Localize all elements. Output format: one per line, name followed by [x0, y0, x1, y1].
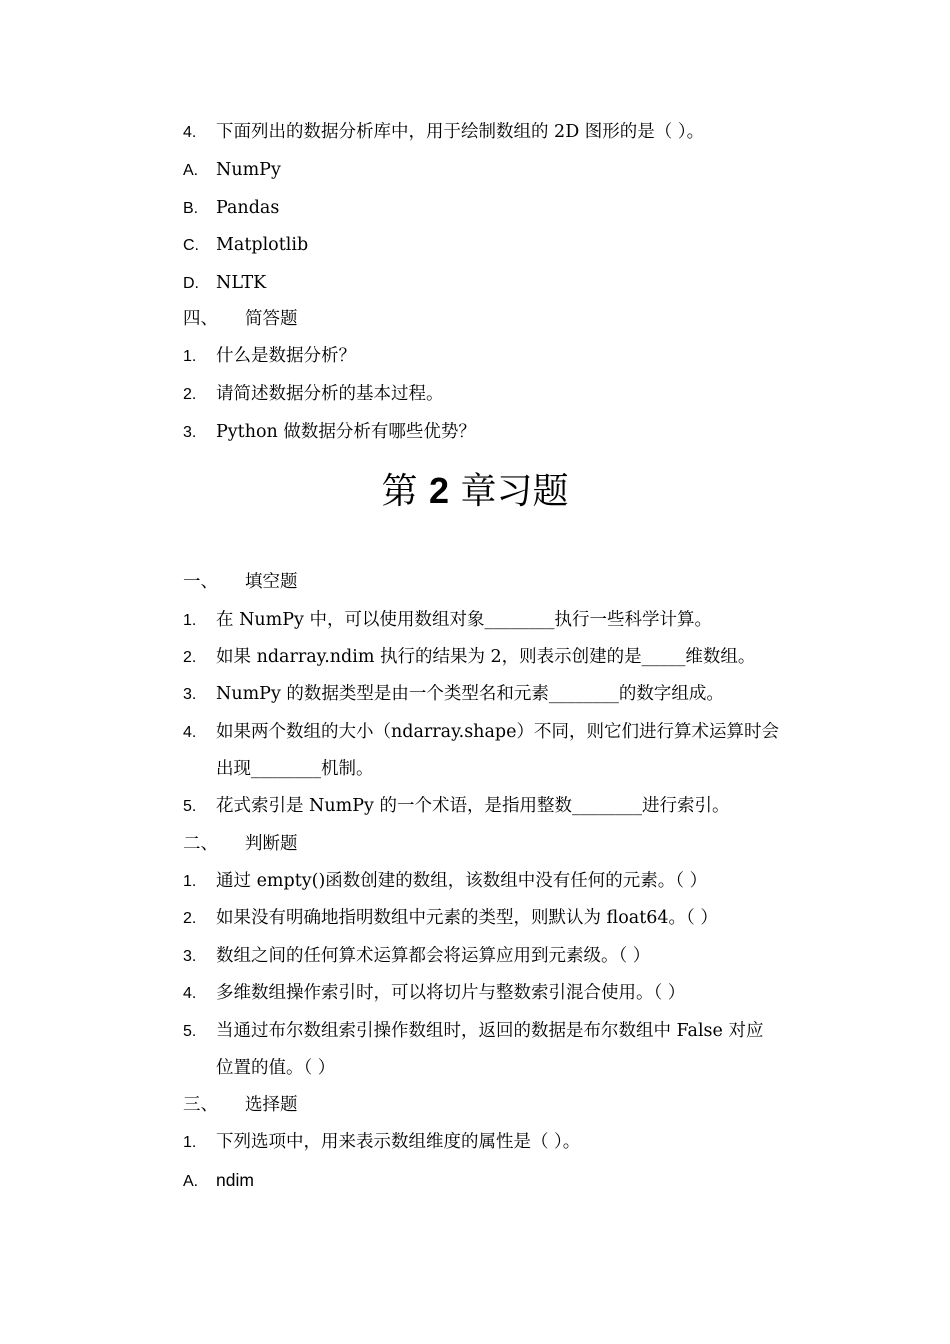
chapter-suffix: 章习题: [460, 471, 569, 512]
item-text: 数组之间的任何算术运算都会将运算应用到元素级。（ ）: [216, 946, 651, 966]
item-text: 下列选项中，用来表示数组维度的属性是（ ）。: [216, 1132, 581, 1152]
option-label: B.: [183, 200, 199, 217]
section-heading-fill-blank: [183, 567, 830, 597]
item-text: 花式索引是 NumPy 的一个术语，是指用整数________进行索引。: [216, 796, 730, 816]
item-number: 4.: [183, 985, 197, 1002]
section-number: 一、: [183, 572, 218, 592]
choice-item-1: [183, 1127, 830, 1157]
section-title: 判断题: [245, 834, 298, 854]
fill-blank-item-3: [183, 679, 830, 709]
item-number: 2.: [183, 910, 197, 927]
item-number: 4.: [183, 724, 197, 741]
item-number: 1.: [183, 873, 197, 890]
item-number: 3.: [183, 686, 197, 703]
question-4: [183, 117, 830, 147]
item-text-continued: 出现________机制。: [216, 759, 374, 779]
true-false-item-1: [183, 866, 830, 896]
section-number: 四、: [183, 309, 218, 329]
option-c: [183, 230, 830, 260]
true-false-item-3: [183, 941, 830, 971]
option-text: NLTK: [216, 273, 267, 293]
short-answer-item-2: [183, 379, 830, 409]
section-number: 二、: [183, 834, 218, 854]
section-number: 三、: [183, 1095, 218, 1115]
option-label: A.: [183, 162, 199, 179]
item-text: 请简述数据分析的基本过程。: [216, 384, 444, 404]
item-text: Python 做数据分析有哪些优势？: [216, 422, 476, 442]
fill-blank-item-4-continued: [183, 754, 830, 784]
item-number: 2.: [183, 649, 197, 666]
option-label: D.: [183, 275, 199, 292]
fill-blank-item-2: [183, 642, 830, 672]
item-text: 如果没有明确地指明数组中元素的类型，则默认为 float64。（ ）: [216, 908, 718, 928]
true-false-item-2: [183, 903, 830, 933]
fill-blank-item-1: [183, 605, 830, 635]
item-text: 当通过布尔数组索引操作数组时，返回的数据是布尔数组中 False 对应: [216, 1021, 764, 1041]
option-b: [183, 193, 830, 223]
section-title: 填空题: [245, 572, 298, 592]
chapter-title: [0, 466, 950, 517]
option-text: Matplotlib: [216, 235, 309, 255]
question-number: 4.: [183, 124, 197, 141]
item-text: 如果两个数组的大小（ndarray.shape）不同，则它们进行算术运算时会: [216, 722, 779, 742]
section-heading-choice: [183, 1090, 830, 1120]
item-number: 1.: [183, 1134, 197, 1151]
chapter-prefix: 第: [381, 471, 418, 512]
item-number: 2.: [183, 386, 197, 403]
option-text: ndim: [216, 1170, 254, 1190]
true-false-item-5: [183, 1016, 830, 1046]
item-number: 3.: [183, 948, 197, 965]
option-a: [183, 155, 830, 185]
section-title: 简答题: [245, 309, 298, 329]
question-text: 下面列出的数据分析库中，用于绘制数组的 2D 图形的是（ ）。: [216, 122, 705, 142]
item-text: 通过 empty()函数创建的数组，该数组中没有任何的元素。（ ）: [216, 871, 708, 891]
short-answer-item-1: [183, 341, 830, 371]
true-false-item-5-continued: [183, 1053, 830, 1083]
option-text: Pandas: [216, 198, 280, 218]
option-d: [183, 268, 830, 298]
item-text: NumPy 的数据类型是由一个类型名和元素________的数字组成。: [216, 684, 724, 704]
section-heading-true-false: [183, 829, 830, 859]
choice-option-a: [183, 1165, 830, 1195]
section-title: 选择题: [245, 1095, 298, 1115]
option-text: NumPy: [216, 160, 281, 180]
item-number: 1.: [183, 612, 197, 629]
item-number: 5.: [183, 798, 197, 815]
option-label: C.: [183, 237, 199, 254]
short-answer-item-3: [183, 417, 830, 447]
section-heading-short-answer: [183, 304, 830, 334]
fill-blank-item-4: [183, 717, 830, 747]
item-text-continued: 位置的值。（ ）: [216, 1058, 336, 1078]
item-text: 多维数组操作索引时，可以将切片与整数索引混合使用。（ ）: [216, 983, 686, 1003]
option-label: A.: [183, 1173, 199, 1190]
item-number: 3.: [183, 424, 197, 441]
item-text: 什么是数据分析？: [216, 346, 356, 366]
item-text: 在 NumPy 中，可以使用数组对象________执行一些科学计算。: [216, 610, 712, 630]
chapter-number: 2: [428, 470, 450, 511]
item-number: 5.: [183, 1023, 197, 1040]
item-number: 1.: [183, 348, 197, 365]
item-text: 如果 ndarray.ndim 执行的结果为 2，则表示创建的是_____维数组。: [216, 647, 756, 667]
fill-blank-item-5: [183, 791, 830, 821]
true-false-item-4: [183, 978, 830, 1008]
